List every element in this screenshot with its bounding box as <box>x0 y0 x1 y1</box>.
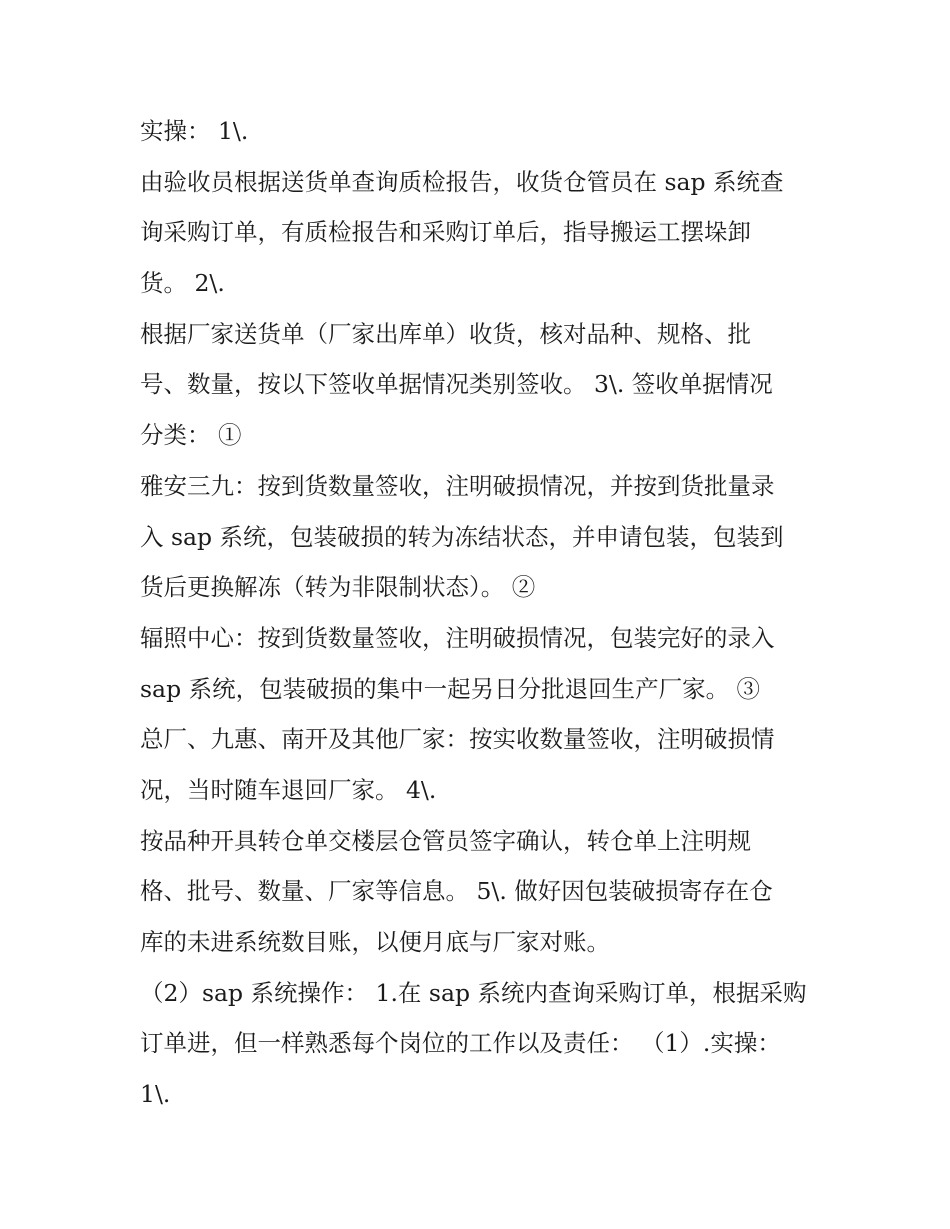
document-body <box>140 106 820 1120</box>
text-line: 订单进，但一样熟悉每个岗位的工作以及责任： （1）.实操： <box>140 1029 781 1058</box>
text-line: sap 系统，包装破损的集中一起另日分批退回生产厂家。 ③ <box>140 674 761 703</box>
text-line: 1\. <box>140 1080 171 1109</box>
text-line: 总厂、九惠、南开及其他厂家：按实收数量签收，注明破损情 <box>140 725 775 754</box>
text-line: 辐照中心：按到货数量签收，注明破损情况，包装完好的录入 <box>140 623 775 652</box>
text-line: 格、批号、数量、厂家等信息。 5\. 做好因包装破损寄存在仓 <box>140 877 773 906</box>
text-line: 号、数量，按以下签收单据情况类别签收。 3\. 签收单据情况 <box>140 370 773 399</box>
text-line: 入 sap 系统，包装破损的转为冻结状态，并申请包装，包装到 <box>140 522 784 551</box>
text-line: 况，当时随车退回厂家。 4\. <box>140 775 437 804</box>
text-line: 库的未进系统数目账，以便月底与厂家对账。 <box>140 928 610 956</box>
text-line: 由验收员根据送货单查询质检报告，收货仓管员在 sap 系统查 <box>140 167 784 196</box>
text-line: 根据厂家送货单（厂家出库单）收货，核对品种、规格、批 <box>140 319 751 348</box>
text-line: 货。 2\. <box>140 269 225 298</box>
text-line: 按品种开具转仓单交楼层仓管员签字确认，转仓单上注明规 <box>140 826 751 855</box>
text-line: 货后更换解冻（转为非限制状态）。 ② <box>140 573 536 602</box>
text-line: 分类： ① <box>140 421 242 450</box>
text-line: 实操： 1\. <box>140 117 249 145</box>
text-line: 雅安三九：按到货数量签收，注明破损情况，并按到货批量录 <box>140 471 775 500</box>
text-line: （2）sap 系统操作： 1.在 sap 系统内查询采购订单，根据采购 <box>140 978 807 1007</box>
text-line: 询采购订单，有质检报告和采购订单后，指导搬运工摆垛卸 <box>140 218 751 247</box>
